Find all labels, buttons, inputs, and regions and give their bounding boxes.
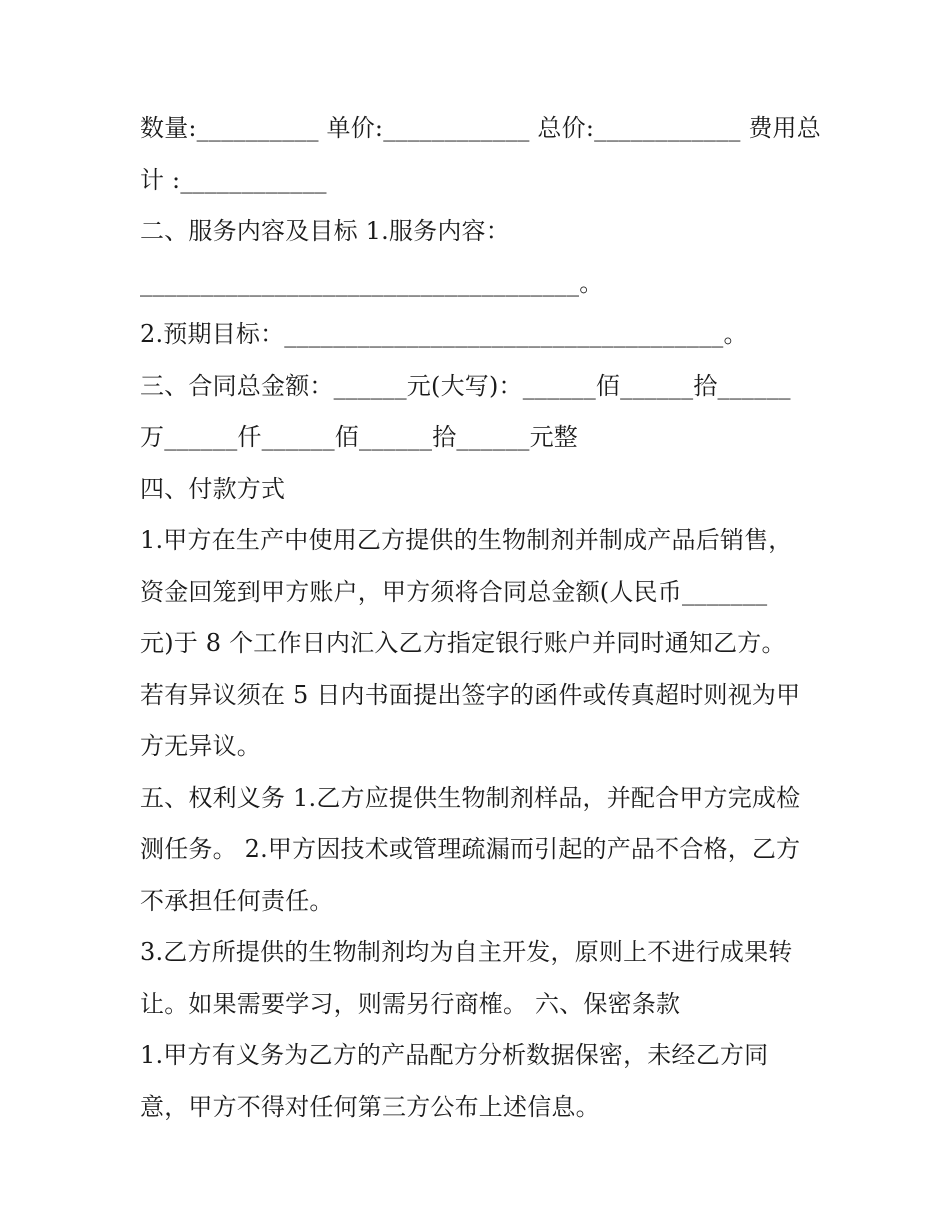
section-heading-contract-amount: 三、合同总金额：______元(大写)：______佰______拾______ (140, 371, 791, 400)
text-line-amount-words: 万______仟______佰______拾______元整 (140, 423, 578, 451)
text-line-confidentiality-1: 1.甲方有义务为乙方的产品配方分析数据保密，未经乙方同 (140, 1041, 769, 1069)
document-page (140, 103, 820, 1133)
text-line-rights-4: 3.乙方所提供的生物制剂均为自主开发，原则上不进行成果转 (140, 938, 793, 966)
text-line-payment-5: 方无异议。 (140, 732, 261, 760)
text-line-service-blank: ____________________________________。 (140, 268, 604, 297)
text-line-payment-3: 元)于 8 个工作日内汇入乙方指定银行账户并同时通知乙方。 (140, 629, 786, 657)
text-line-quantity-price: 数量:__________ 单价:____________ 总价:____________ 费用总 (140, 114, 821, 142)
text-line-expected-goal: 2.预期目标：____________________________________。 (140, 320, 748, 348)
text-line-payment-4: 若有异议须在 5 日内书面提出签字的函件或传真超时则视为甲 (140, 680, 801, 709)
text-line-total-cost: 计 :____________ (140, 165, 327, 194)
text-line-confidentiality-2: 意，甲方不得对任何第三方公布上述信息。 (140, 1092, 600, 1121)
text-line-rights-3: 不承担任何责任。 (140, 886, 334, 915)
text-line-payment-2: 资金回笼到甲方账户，甲方须将合同总金额(人民币_______ (140, 577, 768, 606)
section-heading-payment-method: 四、付款方式 (140, 474, 286, 503)
text-line-payment-1: 1.甲方在生产中使用乙方提供的生物制剂并制成产品后销售， (140, 526, 793, 554)
section-heading-rights-obligations: 五、权利义务 1.乙方应提供生物制剂样品，并配合甲方完成检 (140, 783, 801, 812)
section-heading-service-content: 二、服务内容及目标 1.服务内容： (140, 217, 510, 245)
text-line-rights-2: 测任务。 2.甲方因技术或管理疏漏而引起的产品不合格，乙方 (140, 835, 801, 863)
section-heading-confidentiality: 让。如果需要学习，则需另行商榷。 六、保密条款 (140, 989, 681, 1018)
